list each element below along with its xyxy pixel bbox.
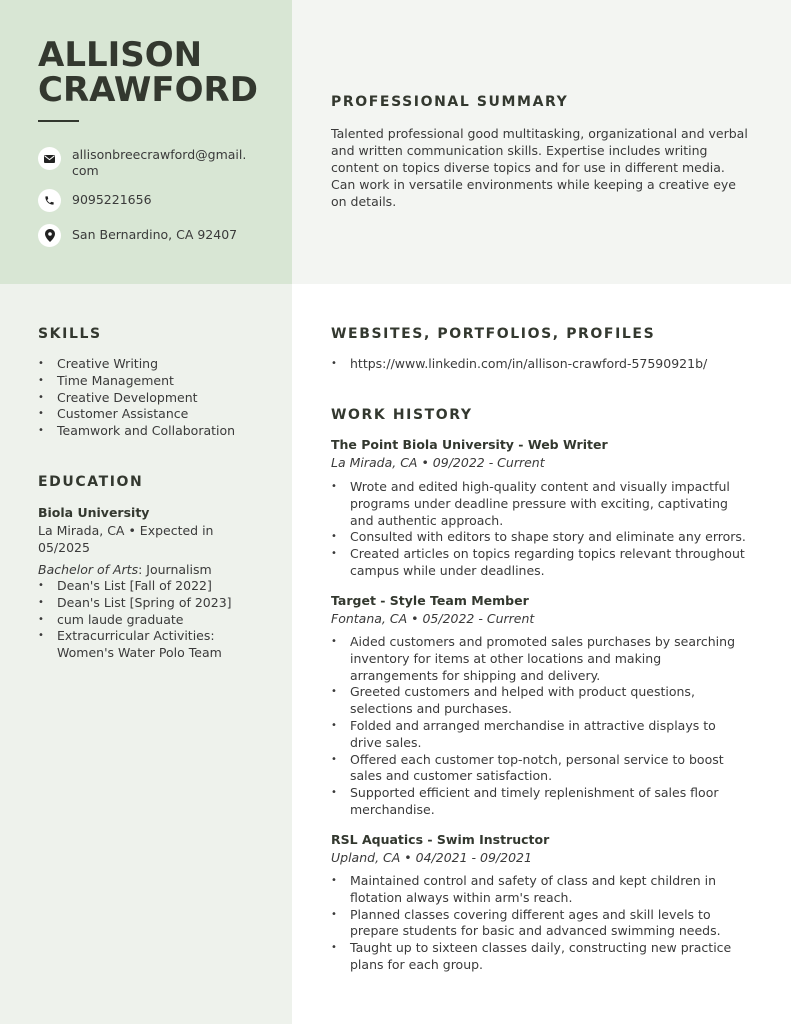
degree-major: : Journalism (138, 562, 212, 577)
contact-address (38, 224, 252, 247)
name-first: ALLISON (38, 35, 203, 75)
websites-list (331, 356, 761, 373)
list-item: • Maintained control and safety of class and kept children in flotation always within arm's reach. (331, 873, 751, 907)
phone-icon (38, 189, 61, 212)
job-bullets (331, 873, 751, 974)
list-item: • Wrote and edited high-quality content and visually impactful programs under deadline pressure with exciting, captivating and authentic approach. (331, 479, 746, 529)
list-item: • Teamwork and Collaboration (38, 423, 278, 440)
location-pin-icon (38, 224, 61, 247)
list-item: • Taught up to sixteen classes daily, constructing new practice plans for each group. (331, 940, 751, 974)
list-item: • Folded and arranged merchandise in attractive displays to drive sales. (331, 718, 751, 752)
list-item (331, 356, 761, 373)
job-meta: La Mirada, CA • 09/2022 - Current (331, 455, 545, 470)
summary-text: Talented professional good multitasking, organizational and verbal and written communication skills. Expertise includes writing content on topics diverse topics and for use in different media. Can work in versatile environments while keeping a creative eye on details. (331, 126, 748, 209)
list-item: • Supported efficient and timely replenishment of sales floor merchandise. (331, 785, 751, 819)
list-item: • Creative Writing (38, 356, 278, 373)
contact-email (38, 147, 252, 179)
education-school: Biola University (38, 505, 150, 520)
job-title: RSL Aquatics - Swim Instructor (331, 832, 550, 847)
education-list (38, 578, 238, 662)
degree-name: Bachelor of Arts (38, 562, 139, 577)
phone-text[interactable]: 9095221656 (72, 192, 152, 207)
list-item: • Planned classes covering different ages and skill levels to prepare students for basic and advanced swimming needs. (331, 907, 751, 941)
name-last: CRAWFORD (38, 70, 258, 110)
list-item: • Extracurricular Activities: Women's Water Polo Team (38, 628, 238, 662)
envelope-icon (38, 147, 61, 170)
education-location: La Mirada, CA • Expected in 05/2025 (38, 523, 214, 555)
list-item: • Customer Assistance (38, 406, 278, 423)
education-heading: EDUCATION (38, 474, 144, 490)
skills-list (38, 356, 278, 440)
email-text[interactable]: allisonbreecrawford@gmail.com (72, 147, 247, 178)
address-text: San Bernardino, CA 92407 (72, 227, 238, 242)
job-bullets (331, 634, 751, 819)
job-meta: Upland, CA • 04/2021 - 09/2021 (331, 850, 532, 865)
list-item: • Aided customers and promoted sales purchases by searching inventory for items at other locations and making arrangements for shipping and delivery. (331, 634, 751, 684)
candidate-name (38, 35, 288, 110)
job-title: Target - Style Team Member (331, 593, 529, 608)
list-item: • Dean's List [Spring of 2023] (38, 595, 238, 612)
contact-phone (38, 189, 252, 212)
work-heading: WORK HISTORY (331, 407, 473, 423)
list-item: • Creative Development (38, 390, 278, 407)
job-meta: Fontana, CA • 05/2022 - Current (331, 611, 535, 626)
websites-heading: WEBSITES, PORTFOLIOS, PROFILES (331, 326, 656, 342)
education-degree (38, 562, 212, 577)
skills-heading: SKILLS (38, 326, 102, 342)
linkedin-link[interactable]: https://www.linkedin.com/in/allison-crawford-57590921b/ (350, 356, 708, 371)
summary-heading: PROFESSIONAL SUMMARY (331, 94, 569, 110)
list-item: • Time Management (38, 373, 278, 390)
list-item: • Offered each customer top-notch, personal service to boost sales and customer satisfaction. (331, 752, 751, 786)
job-bullets (331, 479, 746, 580)
list-item: • Consulted with editors to shape story and eliminate any errors. (331, 529, 746, 546)
list-item: • Greeted customers and helped with product questions, selections and purchases. (331, 684, 751, 718)
list-item: • cum laude graduate (38, 612, 238, 629)
name-divider (38, 120, 79, 122)
list-item: • Created articles on topics regarding topics relevant throughout campus while under deadlines. (331, 546, 746, 580)
job-title: The Point Biola University - Web Writer (331, 437, 608, 452)
list-item: • Dean's List [Fall of 2022] (38, 578, 238, 595)
